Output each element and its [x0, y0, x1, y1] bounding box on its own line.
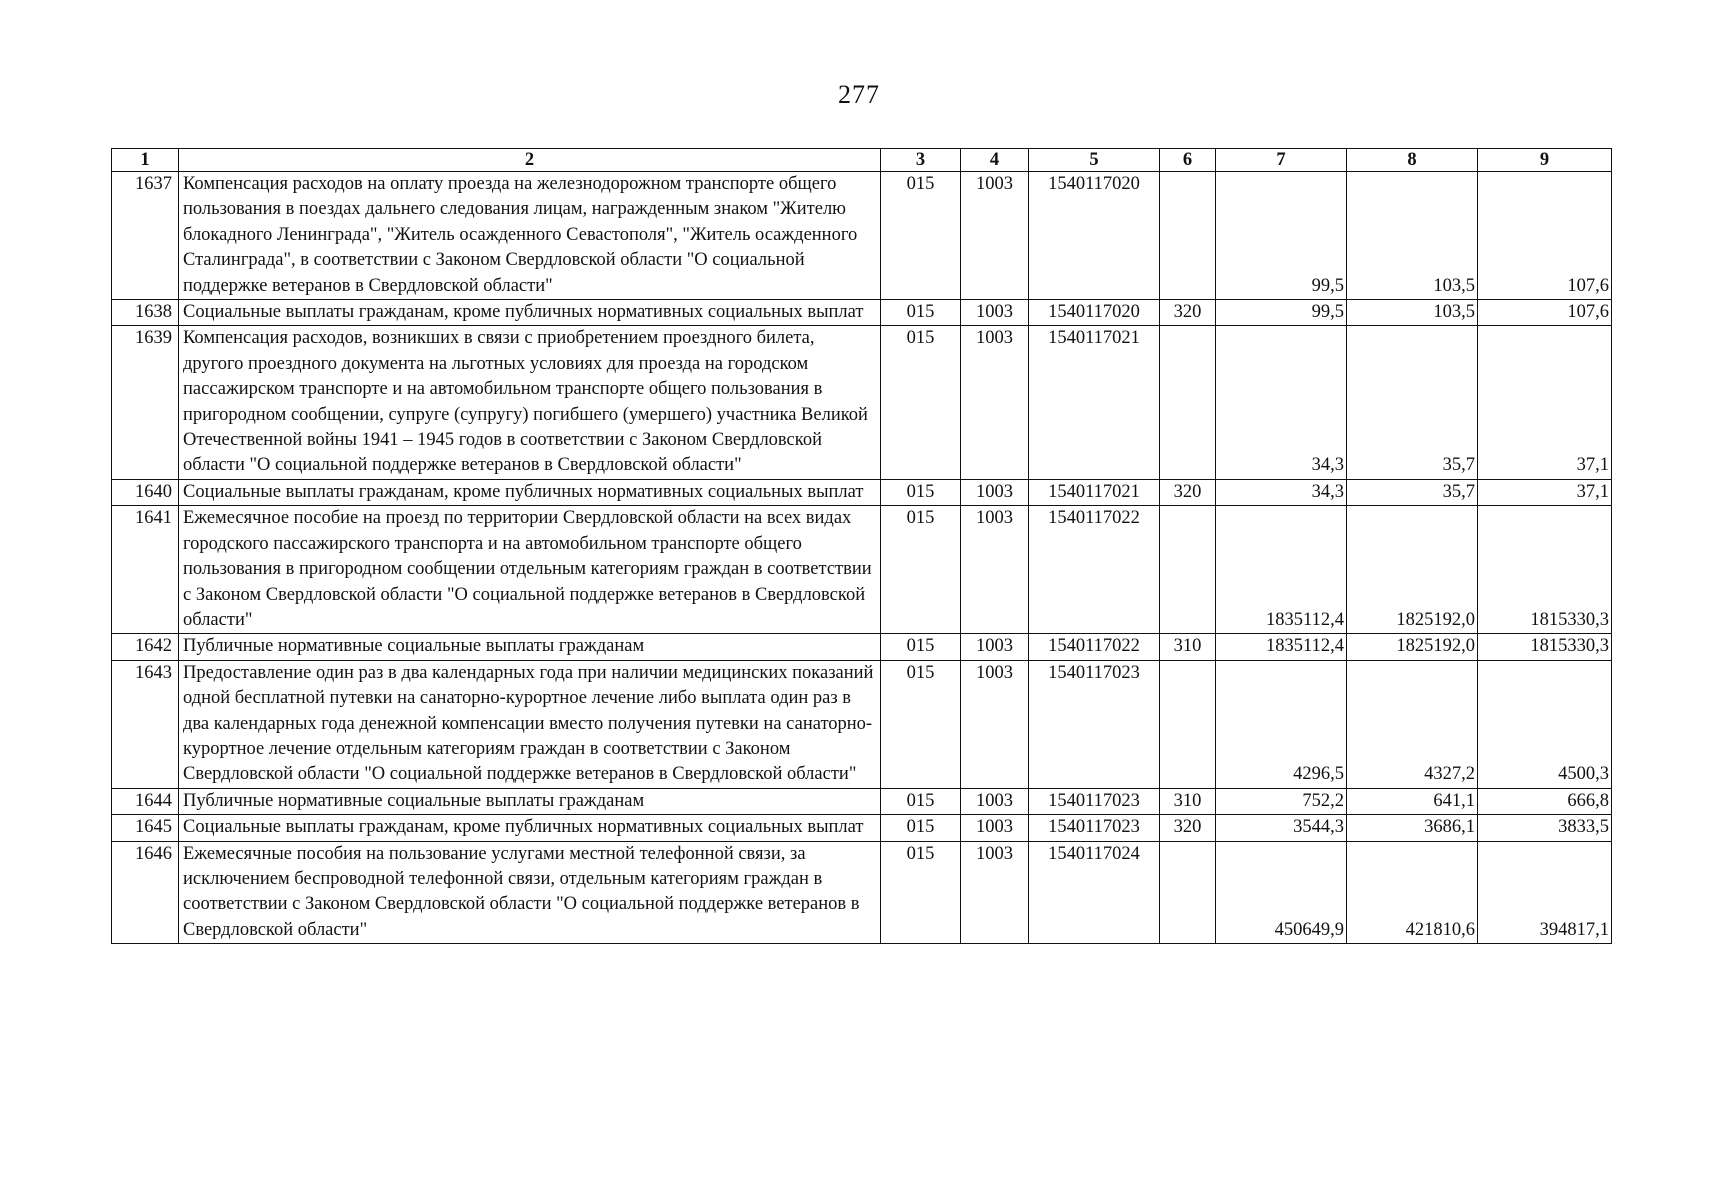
- amount-year-1: 1835112,4: [1216, 634, 1347, 660]
- table-row: [112, 326, 1612, 479]
- amount-year-2: 3686,1: [1347, 815, 1478, 841]
- target-article-code: 1540117023: [1029, 815, 1160, 841]
- amount-year-1: 3544,3: [1216, 815, 1347, 841]
- table-row: [112, 841, 1612, 944]
- admin-code: 015: [881, 634, 961, 660]
- admin-code: 015: [881, 326, 961, 479]
- expense-type-code: 320: [1160, 479, 1216, 505]
- amount-year-3: 37,1: [1478, 326, 1612, 479]
- section-code: 1003: [961, 506, 1029, 634]
- row-number: 1646: [112, 841, 179, 944]
- section-code: 1003: [961, 634, 1029, 660]
- table-row: [112, 172, 1612, 300]
- amount-year-2: 641,1: [1347, 788, 1478, 814]
- section-code: 1003: [961, 326, 1029, 479]
- target-article-code: 1540117023: [1029, 660, 1160, 788]
- target-article-code: 1540117022: [1029, 634, 1160, 660]
- table-row: [112, 660, 1612, 788]
- expense-type-code: 320: [1160, 300, 1216, 326]
- row-number: 1644: [112, 788, 179, 814]
- row-description: Публичные нормативные социальные выплаты гражданам: [179, 634, 881, 660]
- column-header: 9: [1478, 149, 1612, 172]
- amount-year-3: 107,6: [1478, 172, 1612, 300]
- amount-year-3: 4500,3: [1478, 660, 1612, 788]
- expense-type-code: [1160, 841, 1216, 944]
- column-header: 1: [112, 149, 179, 172]
- expense-type-code: [1160, 660, 1216, 788]
- amount-year-1: 99,5: [1216, 300, 1347, 326]
- amount-year-1: 34,3: [1216, 326, 1347, 479]
- admin-code: 015: [881, 841, 961, 944]
- table-row: [112, 815, 1612, 841]
- row-number: 1645: [112, 815, 179, 841]
- target-article-code: 1540117021: [1029, 326, 1160, 479]
- row-description: Предоставление один раз в два календарных года при наличии медицинских показаний одной бесплатной путевки на санаторно-курортное лечение либо выплата один раз в два календарных года денежной компенсации вместо получения путевки на санаторно-курортное лечение отдельным категориям граждан в соответствии с Законом Свердловской области "О социальной поддержке ветеранов в Свердловской области": [179, 660, 881, 788]
- table-row: [112, 479, 1612, 505]
- row-description: Социальные выплаты гражданам, кроме публичных нормативных социальных выплат: [179, 815, 881, 841]
- amount-year-3: 394817,1: [1478, 841, 1612, 944]
- admin-code: 015: [881, 172, 961, 300]
- column-header: 3: [881, 149, 961, 172]
- row-number: 1637: [112, 172, 179, 300]
- row-description: Публичные нормативные социальные выплаты гражданам: [179, 788, 881, 814]
- amount-year-2: 103,5: [1347, 172, 1478, 300]
- table-row: [112, 506, 1612, 634]
- row-number: 1638: [112, 300, 179, 326]
- row-number: 1640: [112, 479, 179, 505]
- expense-type-code: 320: [1160, 815, 1216, 841]
- page-number: 277: [838, 80, 880, 109]
- amount-year-1: 4296,5: [1216, 660, 1347, 788]
- expense-type-code: [1160, 172, 1216, 300]
- column-header: 4: [961, 149, 1029, 172]
- amount-year-3: 1815330,3: [1478, 506, 1612, 634]
- row-number: 1642: [112, 634, 179, 660]
- target-article-code: 1540117020: [1029, 300, 1160, 326]
- target-article-code: 1540117021: [1029, 479, 1160, 505]
- target-article-code: 1540117024: [1029, 841, 1160, 944]
- admin-code: 015: [881, 479, 961, 505]
- amount-year-2: 1825192,0: [1347, 634, 1478, 660]
- amount-year-2: 35,7: [1347, 479, 1478, 505]
- amount-year-3: 107,6: [1478, 300, 1612, 326]
- table-row: [112, 300, 1612, 326]
- amount-year-2: 421810,6: [1347, 841, 1478, 944]
- row-description: Социальные выплаты гражданам, кроме публичных нормативных социальных выплат: [179, 479, 881, 505]
- amount-year-1: 99,5: [1216, 172, 1347, 300]
- amount-year-2: 35,7: [1347, 326, 1478, 479]
- header-row: [112, 149, 1612, 172]
- expense-type-code: 310: [1160, 788, 1216, 814]
- section-code: 1003: [961, 815, 1029, 841]
- amount-year-1: 752,2: [1216, 788, 1347, 814]
- row-description: Социальные выплаты гражданам, кроме публичных нормативных социальных выплат: [179, 300, 881, 326]
- section-code: 1003: [961, 841, 1029, 944]
- expense-type-code: [1160, 506, 1216, 634]
- section-code: 1003: [961, 788, 1029, 814]
- target-article-code: 1540117023: [1029, 788, 1160, 814]
- section-code: 1003: [961, 479, 1029, 505]
- row-number: 1643: [112, 660, 179, 788]
- target-article-code: 1540117020: [1029, 172, 1160, 300]
- row-number: 1639: [112, 326, 179, 479]
- row-description: Компенсация расходов, возникших в связи с приобретением проездного билета, другого проездного документа на льготных условиях для проезда на городском пассажирском транспорте и на автомобильном транспорте общего пользования в пригородном сообщении, супруге (супругу) погибшего (умершего) участника Великой Отечественной войны 1941 – 1945 годов в соответствии с Законом Свердловской области "О социальной поддержке ветеранов в Свердловской области": [179, 326, 881, 479]
- admin-code: 015: [881, 788, 961, 814]
- amount-year-2: 1825192,0: [1347, 506, 1478, 634]
- row-number: 1641: [112, 506, 179, 634]
- budget-table: [111, 148, 1612, 944]
- target-article-code: 1540117022: [1029, 506, 1160, 634]
- column-header: 7: [1216, 149, 1347, 172]
- column-header: 8: [1347, 149, 1478, 172]
- amount-year-3: 37,1: [1478, 479, 1612, 505]
- amount-year-3: 3833,5: [1478, 815, 1612, 841]
- section-code: 1003: [961, 172, 1029, 300]
- expense-type-code: 310: [1160, 634, 1216, 660]
- row-description: Ежемесячные пособия на пользование услугами местной телефонной связи, за исключением беспроводной телефонной связи, отдельным категориям граждан в соответствии с Законом Свердловской области "О социальной поддержке ветеранов в Свердловской области": [179, 841, 881, 944]
- row-description: Ежемесячное пособие на проезд по территории Свердловской области на всех видах городского пассажирского транспорта и на автомобильном транспорте общего пользования в пригородном сообщении отдельным категориям граждан в соответствии с Законом Свердловской области "О социальной поддержке ветеранов в Свердловской области": [179, 506, 881, 634]
- column-header: 2: [179, 149, 881, 172]
- amount-year-1: 450649,9: [1216, 841, 1347, 944]
- amount-year-2: 103,5: [1347, 300, 1478, 326]
- amount-year-1: 1835112,4: [1216, 506, 1347, 634]
- amount-year-2: 4327,2: [1347, 660, 1478, 788]
- admin-code: 015: [881, 506, 961, 634]
- admin-code: 015: [881, 815, 961, 841]
- amount-year-1: 34,3: [1216, 479, 1347, 505]
- amount-year-3: 666,8: [1478, 788, 1612, 814]
- section-code: 1003: [961, 300, 1029, 326]
- column-header: 5: [1029, 149, 1160, 172]
- row-description: Компенсация расходов на оплату проезда на железнодорожном транспорте общего пользования в поездах дальнего следования лицам, награжденным знаком "Жителю блокадного Ленинграда", "Житель осажденного Севастополя", "Житель осажденного Сталинграда", в соответствии с Законом Свердловской области "О социальной поддержке ветеранов в Свердловской области": [179, 172, 881, 300]
- column-header: 6: [1160, 149, 1216, 172]
- amount-year-3: 1815330,3: [1478, 634, 1612, 660]
- expense-type-code: [1160, 326, 1216, 479]
- table-row: [112, 788, 1612, 814]
- section-code: 1003: [961, 660, 1029, 788]
- table-row: [112, 634, 1612, 660]
- admin-code: 015: [881, 660, 961, 788]
- admin-code: 015: [881, 300, 961, 326]
